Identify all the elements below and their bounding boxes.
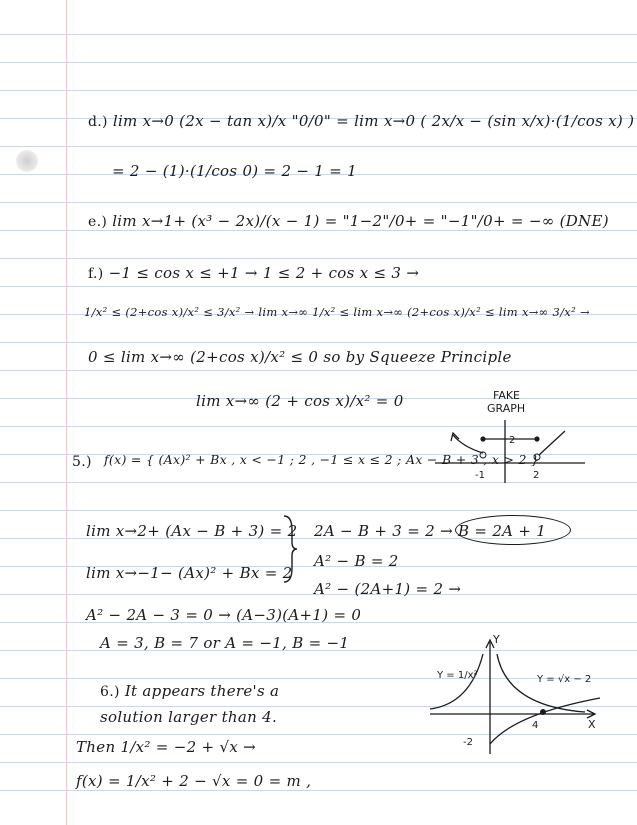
problem-d-line2: = 2 − (1)·(1/cos 0) = 2 − 1 = 1 (112, 162, 357, 180)
problem-6 (100, 682, 279, 700)
graph6-curve1-label: Y = 1/x² (437, 670, 478, 681)
graph-6 (425, 632, 610, 757)
graph6-tick-neg2: -2 (463, 737, 473, 748)
problem-6-line1: It appears there's a (124, 682, 280, 700)
problem-f-line2: 1/x² ≤ (2+cos x)/x² ≤ 3/x² → lim x→∞ 1/x² ≤ lim x→∞ (2+cos x)/x² ≤ lim x→∞ 3/x² → (84, 305, 590, 319)
problem-6-line4: f(x) = 1/x² + 2 − √x = 0 = m , (76, 772, 312, 790)
problem-5-r1: 2A − B + 3 = 2 → B = 2A + 1 (314, 522, 547, 540)
fake-graph-title-1: FAKE (493, 389, 521, 402)
problem-5-eq1: lim x→2+ (Ax − B + 3) = 2 (86, 522, 298, 540)
problem-5-r4: A² − 2A − 3 = 0 → (A−3)(A+1) = 0 (86, 606, 362, 624)
fake-graph-title-2: GRAPH (487, 402, 526, 415)
fake-graph (425, 385, 595, 490)
problem-5-eq2: lim x→−1− (Ax)² + Bx = 2 (86, 564, 293, 582)
punch-hole (16, 150, 38, 172)
margin-line (66, 0, 67, 825)
graph6-intersection (540, 709, 546, 715)
problem-f (88, 264, 419, 282)
fake-graph-tick-2: 2 (533, 470, 540, 481)
problem-5-r2: A² − B = 2 (314, 552, 399, 570)
problem-f-line1: −1 ≤ cos x ≤ +1 → 1 ≤ 2 + cos x ≤ 3 → (108, 264, 420, 282)
fake-graph-tick-neg1: -1 (475, 470, 485, 481)
answer-circle (455, 515, 571, 545)
graph6-y-label: Y (493, 633, 500, 646)
problem-d (88, 112, 634, 130)
graph6-curve2-label: Y = √x − 2 (537, 674, 592, 685)
problem-5 (72, 452, 92, 470)
problem-d-label: d.) (88, 114, 108, 130)
fake-graph-closed-point-left (480, 436, 485, 441)
problem-d-line1: lim x→0 (2x − tan x)/x "0/0" = lim x→0 ( 2x/x − (sin x/x)·(1/cos x) ) (112, 112, 635, 130)
fake-graph-closed-point-right (534, 436, 539, 441)
problem-f-line3: 0 ≤ lim x→∞ (2+cos x)/x² ≤ 0 so by Squeeze Principle (88, 348, 512, 366)
problem-5-r5: A = 3, B = 7 or A = −1, B = −1 (100, 634, 350, 652)
problem-e (88, 212, 609, 230)
problem-6-label: 6.) (100, 684, 120, 700)
graph6-tick-4: 4 (532, 720, 539, 731)
problem-6-line2: solution larger than 4. (100, 708, 278, 726)
problem-5-piecewise: f(x) = { (Ax)² + Bx , x < −1 ; 2 , −1 ≤ x ≤ 2 ; Ax − B + 3 , x > 2 } (104, 452, 540, 467)
graph6-curve-left (430, 654, 483, 709)
graph6-x-label: X (588, 718, 596, 731)
problem-f-line4: lim x→∞ (2 + cos x)/x² = 0 (196, 392, 404, 410)
problem-5-r3: A² − (2A+1) = 2 → (314, 580, 462, 598)
brace (282, 514, 298, 584)
problem-5-label: 5.) (72, 454, 92, 470)
problem-e-line1: lim x→1+ (x³ − 2x)/(x − 1) = "1−2"/0+ = "−1"/0+ = −∞ (DNE) (112, 212, 609, 230)
problem-e-label: e.) (88, 214, 108, 230)
fake-graph-label-2: 2 (509, 435, 516, 446)
problem-6-line3: Then 1/x² = −2 + √x → (76, 738, 257, 756)
fake-graph-right-piece (539, 431, 565, 455)
problem-f-label: f.) (88, 266, 104, 282)
